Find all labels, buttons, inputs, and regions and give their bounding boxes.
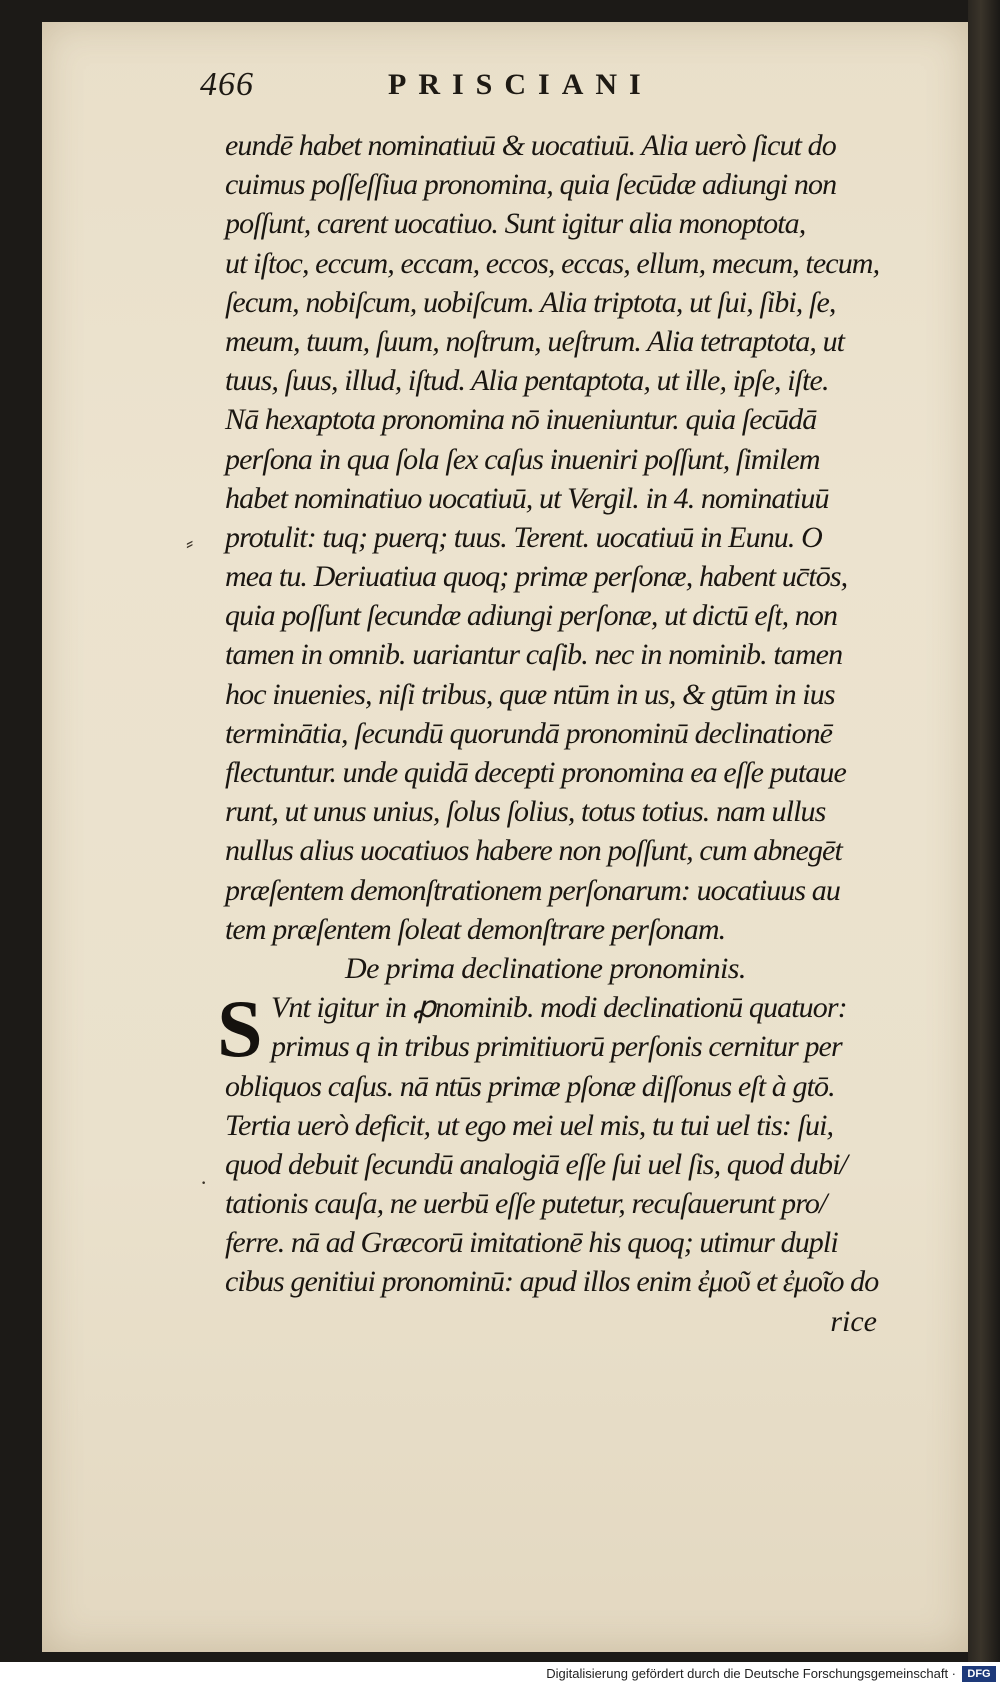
footer-credit: Digitalisierung gefördert durch die Deutsche Forschungsgemeinschaft · bbox=[546, 1666, 956, 1681]
book-edge bbox=[968, 0, 1000, 1687]
text-line: cibus genitiui pronominū: apud illos enim ἐμοῦ et ἐμοῖο do bbox=[225, 1265, 879, 1299]
text-line: runt, ut unus unius, ſolus ſolius, totus totius. nam ullus bbox=[225, 795, 826, 829]
first-line-text: Vnt igitur in ꝓnominib. modi declinationū quatuor: bbox=[271, 991, 847, 1025]
text-line: habet nominatiuo uocatiuū, ut Vergil. in 4. nominatiuū bbox=[225, 481, 829, 515]
text-line: obliquos caſus. nā ntūs primæ pſonæ diſſonus eſt à gtō. bbox=[225, 1069, 835, 1103]
text-line: perſona in qua ſola ſex caſus inueniri poſſunt, ſimilem bbox=[225, 442, 820, 476]
text-line: ut iſtoc, eccum, eccam, eccos, eccas, ellum, mecum, tecum, bbox=[225, 246, 880, 280]
text-line: primus q in tribus primitiuorū perſonis cernitur per bbox=[271, 1030, 842, 1064]
text-line: ſecum, nobiſcum, uobiſcum. Alia triptota, ut ſui, ſibi, ſe, bbox=[225, 285, 836, 319]
section-heading: De prima declinatione pronominis. bbox=[345, 951, 746, 985]
text-line: meum, tuum, ſuum, noſtrum, ueſtrum. Alia tetraptota, ut bbox=[225, 324, 845, 358]
text-line: poſſunt, carent uocatiuo. Sunt igitur alia monoptota, bbox=[225, 207, 806, 241]
footer-bar bbox=[0, 1662, 1000, 1687]
text-line: tem præſentem ſoleat demonſtrare perſonam. bbox=[225, 912, 726, 946]
text-line: tationis cauſa, ne uerbū eſſe putetur, recuſauerunt pro/ bbox=[225, 1187, 827, 1221]
page-number: 466 bbox=[200, 66, 254, 103]
drop-cap: S bbox=[217, 983, 262, 1075]
page-header bbox=[200, 66, 900, 106]
catchword: rice bbox=[830, 1304, 877, 1338]
text-line: cuimus poſſeſſiua pronomina, quia ſecūdæ adiungi non bbox=[225, 168, 837, 202]
text-line: præſentem demonſtrationem perſonarum: uocatiuus au bbox=[225, 873, 840, 907]
margin-mark: · bbox=[200, 1170, 208, 1195]
running-title: PRISCIANI bbox=[388, 68, 653, 101]
text-line: eundē habet nominatiuū & uocatiuū. Alia uerò ſicut do bbox=[225, 129, 836, 162]
text-line: tamen in omnib. uariantur caſib. nec in nominib. tamen bbox=[225, 638, 843, 672]
main-text bbox=[217, 126, 955, 1341]
text-line: quod debuit ſecundū analogiā eſſe ſui uel ſis, quod dubi/ bbox=[225, 1147, 847, 1181]
text-line: ferre. nā ad Græcorū imitationē his quoq; utimur dupli bbox=[225, 1226, 838, 1260]
text-line: terminātia, ſecundū quorundā pronominū declinationē bbox=[225, 716, 833, 750]
text-line: Tertia uerò deficit, ut ego mei uel mis, tu tui uel tis: ſui, bbox=[225, 1108, 834, 1142]
dfg-logo: DFG bbox=[962, 1666, 996, 1682]
margin-mark: ⸗ bbox=[186, 530, 194, 555]
text-line: flectuntur. unde quidā decepti pronomina ea eſſe putaue bbox=[225, 756, 846, 789]
text-line: hoc inuenies, niſi tribus, quæ ntūm in us, & gtūm in ius bbox=[225, 677, 835, 711]
text-line: quia poſſunt ſecundæ adiungi perſonæ, ut dictū eſt, non bbox=[225, 599, 838, 633]
text-line: protulit: tuq; puerq; tuus. Terent. uocatiuū in Eunu. O bbox=[225, 520, 822, 554]
text-line: mea tu. Deriuatiua quoq; primæ perſonæ, habent uc̄tōs, bbox=[225, 560, 848, 594]
text-line: tuus, ſuus, illud, iſtud. Alia pentaptota, ut ille, ipſe, iſte. bbox=[225, 364, 829, 398]
text-line: nullus alius uocatiuos habere non poſſunt, cum abnegēt bbox=[225, 834, 842, 868]
text-line: Nā hexaptota pronomina nō inueniuntur. quia ſecūdā bbox=[225, 403, 817, 437]
